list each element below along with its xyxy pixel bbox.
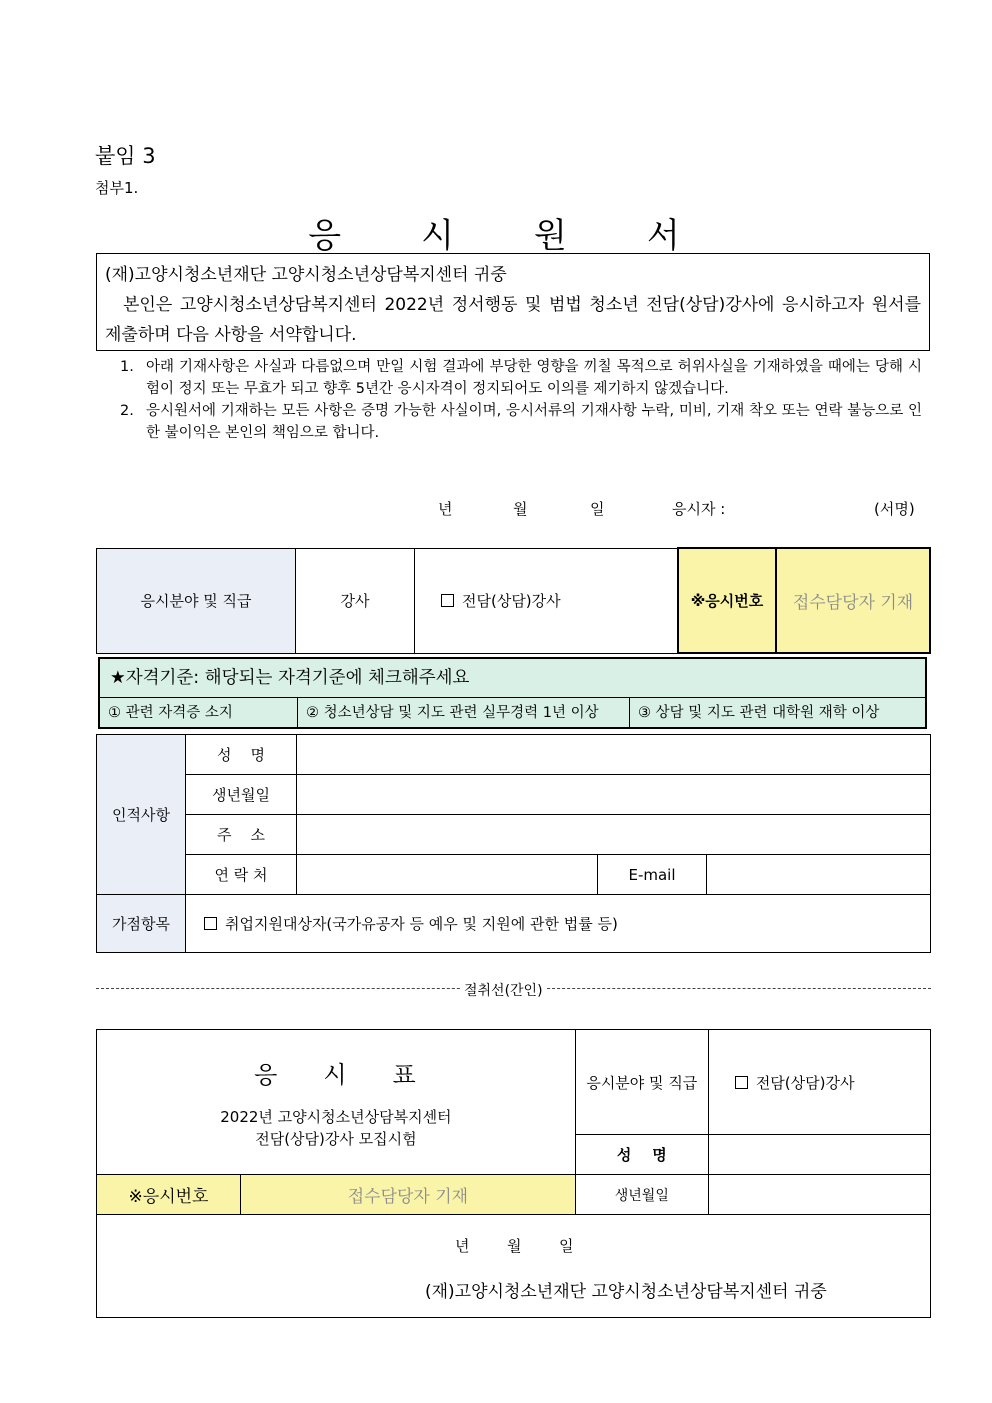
note-item xyxy=(120,356,922,400)
note-text: 응시원서에 기재하는 모든 사항은 증명 가능한 사실이며, 응시서류의 기재사항 누락, 미비, 기재 착오 또는 연락 불능으로 인한 불이익은 본인의 책임으로 합니다. xyxy=(146,403,922,441)
bonus-option[interactable] xyxy=(186,895,931,953)
criteria-options xyxy=(100,698,925,728)
ticket-field-option-label: 전담(상담)강사 xyxy=(755,1073,855,1092)
pledge-box xyxy=(96,253,930,351)
field-option[interactable] xyxy=(415,548,679,653)
ticket-birth-label: 생년월일 xyxy=(575,1175,708,1215)
checkbox-icon[interactable] xyxy=(204,917,217,930)
notes-list xyxy=(120,356,922,444)
personal-info-table xyxy=(96,734,931,953)
birth-field[interactable] xyxy=(297,775,931,815)
ticket-name-field[interactable] xyxy=(708,1135,930,1175)
address-field[interactable] xyxy=(297,815,931,855)
ticket-addressee: (재)고양시청소년재단 고양시청소년상담복지센터 귀중 xyxy=(425,1282,827,1302)
checkbox-icon[interactable] xyxy=(735,1076,748,1089)
title-char: 서 xyxy=(646,216,684,256)
title-char: 원 xyxy=(534,216,571,256)
contact-field[interactable] xyxy=(297,855,598,895)
ticket-footer xyxy=(97,1215,931,1318)
sign-day: 일 xyxy=(590,500,605,518)
name-label: 성 명 xyxy=(186,735,297,775)
ticket-title xyxy=(97,1055,575,1090)
criteria-option[interactable]: ③ 상담 및 지도 관련 대학원 재학 이상 xyxy=(638,705,880,721)
note-text: 아래 기재사항은 사실과 다름없으며 만일 시험 결과에 부당한 영향을 끼칠 목적으로 허위사실을 기재하였을 때에는 당해 시험이 정지 또는 무효가 되고 향후 5년간 응시자격이 정지되어도 이의를 제기하지 않겠습니다. xyxy=(146,359,922,397)
field-option-label: 전담(상담)강사 xyxy=(462,592,561,610)
note-number: 2. xyxy=(120,403,134,419)
ticket-month: 월 xyxy=(507,1237,522,1255)
title-char: 응 xyxy=(308,216,346,256)
bonus-option-label: 취업지원대상자(국가유공자 등 예우 및 지원에 관한 법률 등) xyxy=(225,915,618,933)
exam-no-value: 접수담당자 기재 xyxy=(776,548,930,653)
email-label: E-mail xyxy=(598,855,707,895)
sign-year: 년 xyxy=(438,500,453,518)
name-field[interactable] xyxy=(297,735,931,775)
bonus-label: 가점항목 xyxy=(97,895,186,953)
ticket-org-line: 전담(상담)강사 모집시험 xyxy=(255,1129,417,1148)
personal-section-label: 인적사항 xyxy=(97,735,186,895)
exam-ticket-table xyxy=(96,1029,931,1318)
ticket-year: 년 xyxy=(455,1237,470,1255)
ticket-title-char: 표 xyxy=(392,1060,418,1089)
ticket-header xyxy=(97,1030,576,1175)
ticket-title-char: 응 xyxy=(254,1060,280,1089)
sign-month: 월 xyxy=(513,500,528,518)
criteria-heading: ★자격기준: 해당되는 자격기준에 체크해주세요 xyxy=(100,659,925,698)
checkbox-icon[interactable] xyxy=(441,594,454,607)
ticket-field-option[interactable] xyxy=(708,1030,930,1135)
ticket-field-label: 응시분야 및 직급 xyxy=(575,1030,708,1135)
ticket-exam-no-value: 접수담당자 기재 xyxy=(241,1175,576,1215)
ticket-birth-field[interactable] xyxy=(708,1175,930,1215)
note-number: 1. xyxy=(120,359,134,375)
pledge-text: 본인은 고양시청소년상담복지센터 2022년 정서행동 및 범법 청소년 전담(상담)강사에 응시하고자 원서를 제출하며 다음 사항을 서약합니다. xyxy=(105,295,921,345)
ticket-exam-no-label: ※응시번호 xyxy=(97,1175,241,1215)
ticket-day: 일 xyxy=(559,1237,574,1255)
field-label: 응시분야 및 직급 xyxy=(97,548,296,653)
pledge-addressee: (재)고양시청소년재단 고양시청소년상담복지센터 귀중 xyxy=(105,265,507,285)
address-label: 주 소 xyxy=(186,815,297,855)
grade-cell: 강사 xyxy=(296,548,415,653)
note-item xyxy=(120,400,922,444)
cut-line-label: 절취선(간인) xyxy=(460,980,547,1000)
title-char: 시 xyxy=(421,216,458,256)
birth-label: 생년월일 xyxy=(186,775,297,815)
criteria-option[interactable]: ② 청소년상담 및 지도 관련 실무경력 1년 이상 xyxy=(298,698,630,728)
ticket-name-label: 성 명 xyxy=(575,1135,708,1175)
ticket-org-line: 2022년 고양시청소년상담복지센터 xyxy=(220,1107,452,1126)
exam-no-label: ※응시번호 xyxy=(678,548,776,653)
criteria-option[interactable]: ① 관련 자격증 소지 xyxy=(100,698,298,728)
ticket-org xyxy=(97,1106,575,1150)
signature-field[interactable]: (서명) xyxy=(874,500,915,518)
application-table xyxy=(96,547,931,654)
attachment-label: 붙임 3 xyxy=(95,144,156,168)
ticket-title-char: 시 xyxy=(323,1060,349,1089)
criteria-box xyxy=(98,657,927,729)
applicant-label: 응시자 : xyxy=(672,500,726,518)
email-field[interactable] xyxy=(707,855,931,895)
attachment-sub-label: 첨부1. xyxy=(95,179,139,197)
page-title xyxy=(0,208,992,257)
contact-label: 연 락 처 xyxy=(186,855,297,895)
